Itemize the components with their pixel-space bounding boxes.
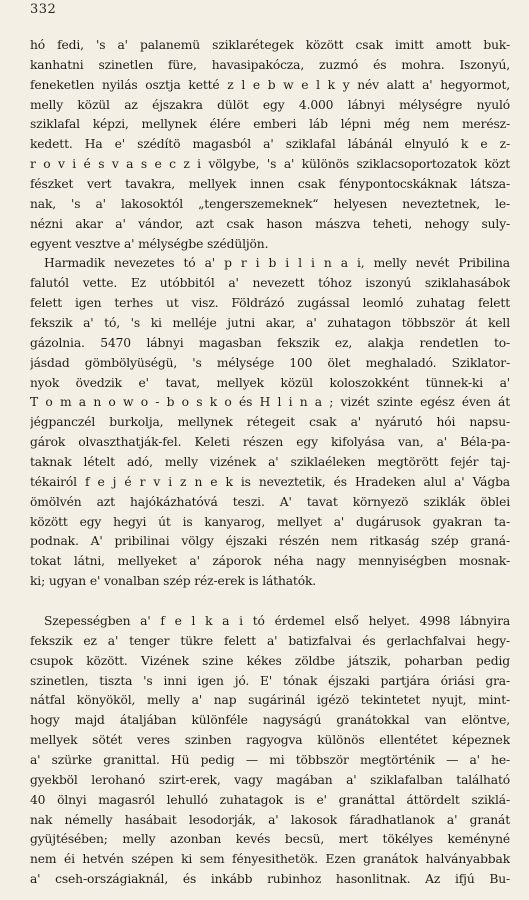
text-line: gyekböl lerohanó szirt-erek, vagy magában a' sziklafalban található [30,772,510,787]
text-line: r o v i é s v a s e c z i völgybe, 's a' különös sziklacsoportozatok közt [30,157,510,172]
text-line: ki; ugyan e' vonalban szép réz-erek is láthatók. [30,574,317,589]
text-line: között egy hegyi út is kanyarog, mellyet a' dugárusok gyakran ta- [30,514,510,529]
text-line: kanhatni szinetlen füre, havasipakócza, zuzmó és mohra. Iszonyú, [30,57,510,72]
text-line: kedett. Ha e' szédítö magasból a' sziklafal lábánál elnyuló k e z- [30,137,510,152]
text-line: a' cseh-országiaknál, és inkább rubinhoz hasonlitnak. Az ifjú Bu- [30,872,510,887]
text-line: tokat látni, mellyeket a' záporok néha nagy mennyiségben mosnak- [30,554,510,569]
text-line: csupok között. Vizének szine kékes zöldbe játszik, poharban pedig [30,653,510,668]
text-line: ömölvén azt hajókázhatóvá teszi. A' tavat környezö sziklák öblei [30,494,510,509]
text-line: feneketlen nyilás osztja ketté z l e b w e l k y név alatt a' hegyormot, [30,77,510,92]
text-line: fészket vert tavakra, mellyek innen csak fénypontocskáknak látsza- [30,177,510,192]
text-line: nézni akar a' vándor, azt csak hason mászva teheti, nehogy suly- [30,216,510,231]
text-line: taknak lételt adó, melly vizének a' sziklaéleken megtörött fejér taj- [30,455,510,470]
text-line: hogy majd átaljában különféle nagyságú granátokkal van elöntve, [30,713,510,728]
text-line: jégpanczél burkolja, mellynek rétegeit csak a' nyárutó hói napsu- [30,415,510,430]
text-line: 40 ölnyi magasról lehulló zuhatagok is e' granáttal áttördelt sziklá- [30,792,510,807]
text-line: podnak. A' pribilinai völgy éjszaki részén nem ritkaság szép graná- [30,534,510,549]
text-line: T o m a n o w o - b o s k o és H l i n a ; vizét szinte egész éven át [30,395,510,410]
text-line: falutól vette. Ez utóbbitól a' nevezett tóhoz iszonyú sziklahasábok [30,276,510,291]
text-line: fekszik ez a' tenger tükre felett a' batizfalvai és gerlachfalvai hegy- [30,633,510,648]
text-line: melly közül az éjszakra dülöt egy 4.000 lábnyi mélységre nyuló [30,97,510,112]
text-line: Harmadik nevezetes tó a' p r i b i l i n a i, melly nevét Pribilina [44,256,510,271]
text-line: Szepességben a' f e l k a i tó érdemel első helyet. 4998 lábnyira [44,613,510,628]
text-line: jásdad gömbölyüségü, 's mélysége 100 ölet meghaladó. Sziklator- [30,355,510,370]
text-line: hó fedi, 's a' palanemü sziklarétegek között csak imitt amott buk- [30,38,510,52]
text-line: tékairól f e j é r v i z n e k is neveztetik, és Hradeken alul a' Vágba [30,474,510,489]
text-line: szinetlen, tiszta 's inni igen jó. E' tónak éjszaki partjára óriási gra- [30,673,510,688]
text-line: a' szürke granittal. Hü pedig — mi többször megtörténik — a' he- [30,752,510,767]
text-line: mellyek sötét veres szinben ragyogva különös ellentétet képeznek [30,733,510,748]
text-line: felett igen terhes ut visz. Földrázó zugással leomló zuhatag felett [30,296,510,311]
text-line: nátfal könyököl, melly a' nap sugárinál igézö tekintetet nyujt, mint- [30,693,510,708]
text-line: egyent vesztve a' mélységbe szédüljön. [30,236,269,251]
text-line: fekszik a' tó, 's ki melléje jutni akar, a' zuhatagon többször át kell [30,316,510,331]
text-line: gyüjtésében; melly azonban kevés becsü, mert tökélyes keményné [30,832,510,847]
text-line: nem éi hetvén szépen ki sem fényesithetök. Ezen granátok halványabbak [30,852,510,867]
text-line: nyok övedzik e' tavat, mellyek közül koloszokként tünnek-ki a' [30,375,510,390]
text-line: nak némelly hasábait lesodorják, a' lakosok fáradhatlanok a' granát [30,812,510,827]
text-line: nak, 's a' lakosoktól „tengerszemeknek“ helyesen neveztetnek, le- [30,196,510,211]
text-line: gázolnia. 5470 lábnyi magasban fekszik ez, alakja rendetlen to- [30,335,510,350]
text-line: gárok olvaszthatják-fel. Keleti részen egy kifolyása van, a' Béla-pa- [30,435,510,450]
body-text [30,36,510,890]
page-number: 332 [30,2,57,17]
text-line: sziklafal képzi, mellynek élére emberi láb lépni még nem merész- [30,117,510,132]
text-line [30,592,510,612]
